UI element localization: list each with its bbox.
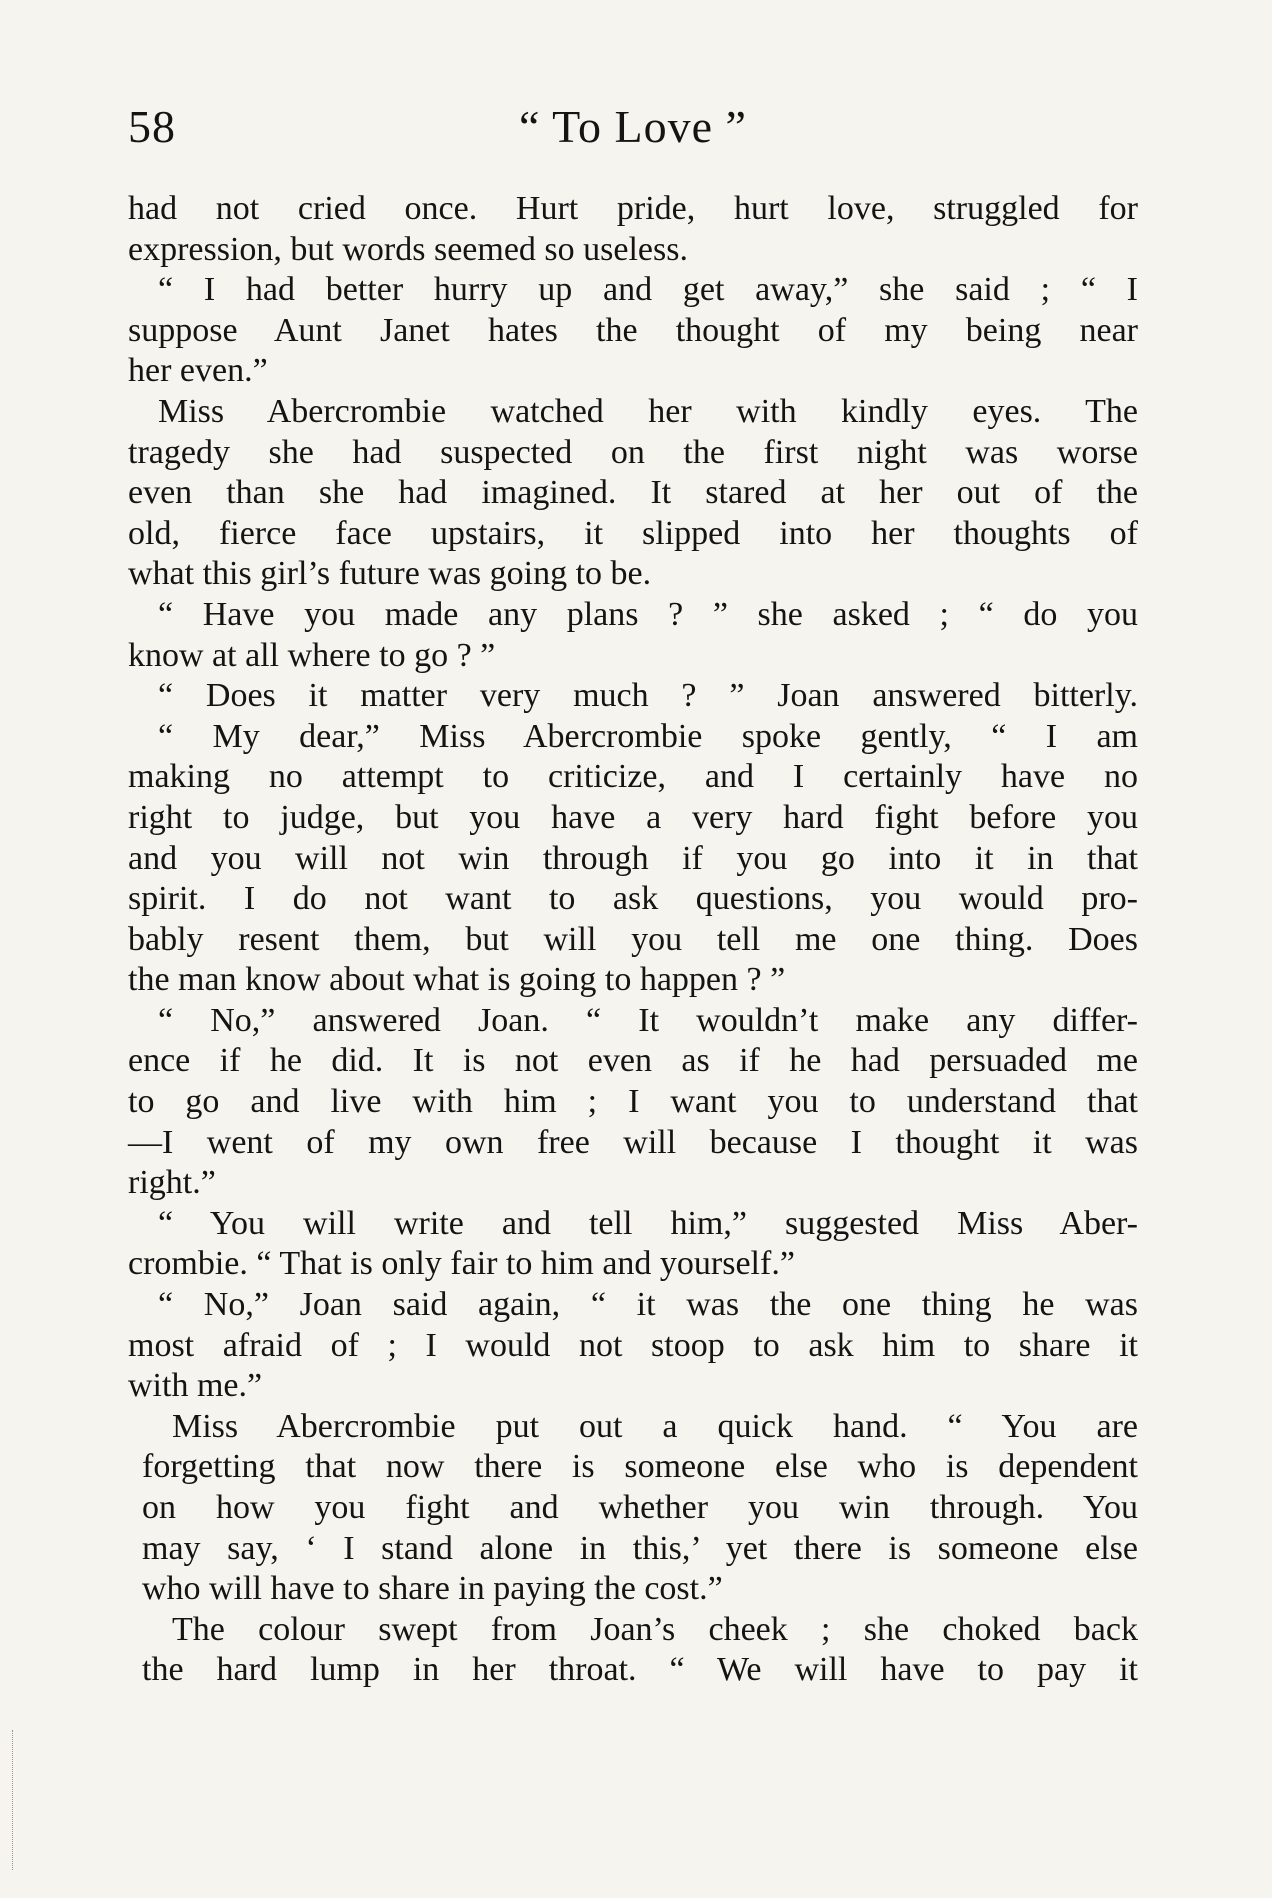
text-line: tragedy she had suspected on the first night was worse	[128, 433, 1138, 471]
text-line: her even.”	[128, 352, 268, 390]
text-line: right to judge, but you have a very hard fight before you	[128, 798, 1138, 836]
text-line: with me.”	[128, 1367, 263, 1405]
text-line: most afraid of ; I would not stoop to ask him to share it	[128, 1326, 1138, 1364]
text-line: forgetting that now there is someone else who is dependent	[142, 1448, 1138, 1486]
text-line: what this girl’s future was going to be.	[128, 555, 652, 593]
text-line: right.”	[128, 1164, 216, 1202]
text-line: “ I had better hurry up and get away,” she said ; “ I	[158, 271, 1138, 309]
text-line: The colour swept from Joan’s cheek ; she choked back	[172, 1610, 1138, 1648]
text-line: on how you fight and whether you win through. You	[142, 1489, 1138, 1526]
running-title: “ To Love ”	[519, 101, 747, 152]
body-text	[128, 189, 1138, 1691]
text-line: “ No,” answered Joan. “ It wouldn’t make any differ-	[158, 1001, 1138, 1039]
text-line: expression, but words seemed so useless.	[128, 230, 688, 268]
margin-specks	[12, 1730, 15, 1870]
text-line: “ Have you made any plans ? ” she asked ; “ do you	[158, 595, 1138, 633]
text-line: “ You will write and tell him,” suggested Miss Aber-	[158, 1204, 1138, 1242]
text-line: spirit. I do not want to ask questions, you would pro-	[128, 880, 1138, 918]
text-line: ence if he did. It is not even as if he had persuaded me	[128, 1042, 1138, 1080]
text-line: to go and live with him ; I want you to understand that	[128, 1083, 1138, 1121]
text-line: crombie. “ That is only fair to him and yourself.”	[128, 1245, 795, 1283]
text-line: old, fierce face upstairs, it slipped into her thoughts of	[128, 514, 1138, 552]
text-line: the man know about what is going to happen ? ”	[128, 961, 786, 999]
text-line: “ No,” Joan said again, “ it was the one thing he was	[158, 1286, 1138, 1324]
text-line: even than she had imagined. It stared at her out of the	[128, 474, 1138, 512]
text-line: and you will not win through if you go into it in that	[128, 839, 1138, 877]
text-line: may say, ‘ I stand alone in this,’ yet there is someone else	[142, 1529, 1138, 1567]
text-line: had not cried once. Hurt pride, hurt love, struggled for	[128, 190, 1138, 227]
text-line: “ My dear,” Miss Abercrombie spoke gently, “ I am	[158, 717, 1138, 755]
text-line: Miss Abercrombie put out a quick hand. “ You are	[172, 1407, 1138, 1445]
text-line: the hard lump in her throat. “ We will have to pay it	[142, 1651, 1138, 1689]
text-line: bably resent them, but will you tell me one thing. Does	[128, 920, 1138, 958]
text-line: who will have to share in paying the cost.”	[142, 1570, 723, 1608]
text-line: —I went of my own free will because I thought it was	[128, 1123, 1138, 1161]
text-line: Miss Abercrombie watched her with kindly eyes. The	[158, 392, 1138, 430]
page-header	[128, 100, 1138, 170]
page-number: 58	[128, 101, 176, 152]
text-line: know at all where to go ? ”	[128, 636, 496, 674]
text-line: “ Does it matter very much ? ” Joan answered bitterly.	[158, 677, 1138, 715]
text-line: making no attempt to criticize, and I certainly have no	[128, 758, 1138, 796]
text-line: suppose Aunt Janet hates the thought of my being near	[128, 311, 1138, 349]
